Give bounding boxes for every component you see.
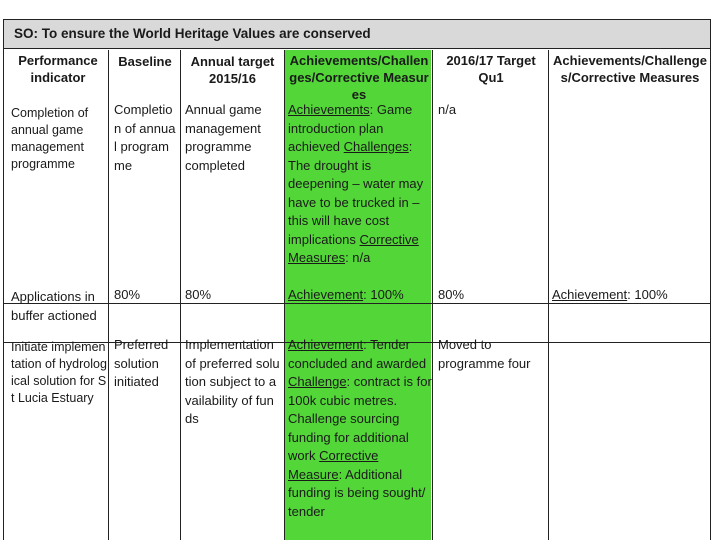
grid-divider <box>548 50 549 540</box>
row3-baseline: Preferred solution initiated <box>114 337 169 389</box>
corrective-text: : n/a <box>345 250 371 265</box>
row1-achievements <box>288 101 432 268</box>
header-target-2016-17: 2016/17 Target Qu1 <box>446 53 536 85</box>
achievement-text: : Tender concluded and awarded <box>288 337 427 371</box>
corrective-keyword: Corrective Measures <box>288 231 419 265</box>
table-title: SO: To ensure the World Heritage Values are conserved <box>14 26 371 41</box>
challenge-keyword: Challenges <box>343 139 409 154</box>
header-achievements: Achievements/Challenges/Corrective Measures <box>289 53 429 102</box>
row3-target-2016-17: Moved to programme four <box>438 337 531 371</box>
grid-divider <box>432 50 433 540</box>
row2-target-2016-17: 80% <box>438 287 465 302</box>
row2-achievements-2 <box>552 286 708 305</box>
grid-divider <box>3 19 4 540</box>
strategic-objective-table <box>3 15 717 540</box>
row1-target-2016-17: n/a <box>438 102 457 117</box>
corrective-keyword: Corrective Measure <box>288 448 379 482</box>
row2-achievements <box>288 286 432 305</box>
row1-baseline: Completion of annual programme <box>114 102 176 173</box>
achievement-text: : Game introduction plan achieved <box>288 102 413 154</box>
row3-target: Implementation of preferred solution subject to availability of funds <box>185 337 280 426</box>
row1-indicator: Completion of annual game management programme <box>11 106 89 171</box>
challenge-keyword: Challenge <box>288 374 347 389</box>
header-baseline: Baseline <box>118 54 172 69</box>
grid-divider <box>284 50 285 540</box>
row3-achievements <box>288 336 432 521</box>
achievement-keyword: Achievement <box>552 287 628 302</box>
header-annual-target: Annual target 2015/16 <box>190 54 275 86</box>
row2-baseline: 80% <box>114 287 141 302</box>
achievement-text: : 100% <box>363 287 404 302</box>
row3-indicator: Initiate implementation of hydrological solution for St Lucia Estuary <box>11 340 107 405</box>
table-title-bar <box>3 19 711 49</box>
achievement-keyword: Achievement <box>288 287 364 302</box>
grid-divider <box>180 50 181 540</box>
grid-divider <box>710 19 711 540</box>
row1-target: Annual game management programme completed <box>185 102 262 173</box>
corrective-text: : Additional funding is being sought/ tender <box>288 466 426 519</box>
achievement-text: : 100% <box>627 287 668 302</box>
challenge-text: : contract is for 100k cubic metres. Challenge sourcing funding for additional work <box>288 374 432 463</box>
achievement-keyword: Achievement <box>288 337 364 352</box>
achievement-keyword: Achievements <box>288 102 370 117</box>
grid-divider <box>108 50 109 540</box>
row2-indicator: Applications in buffer actioned <box>11 289 97 323</box>
header-performance-indicator: Performance indicator <box>18 53 98 85</box>
header-achievements-2: Achievements/Challenges/Corrective Measures <box>553 53 707 85</box>
row2-target: 80% <box>185 287 212 302</box>
challenge-text: : The drought is deepening – water may have to be trucked in – this will have cost implications <box>288 139 424 247</box>
